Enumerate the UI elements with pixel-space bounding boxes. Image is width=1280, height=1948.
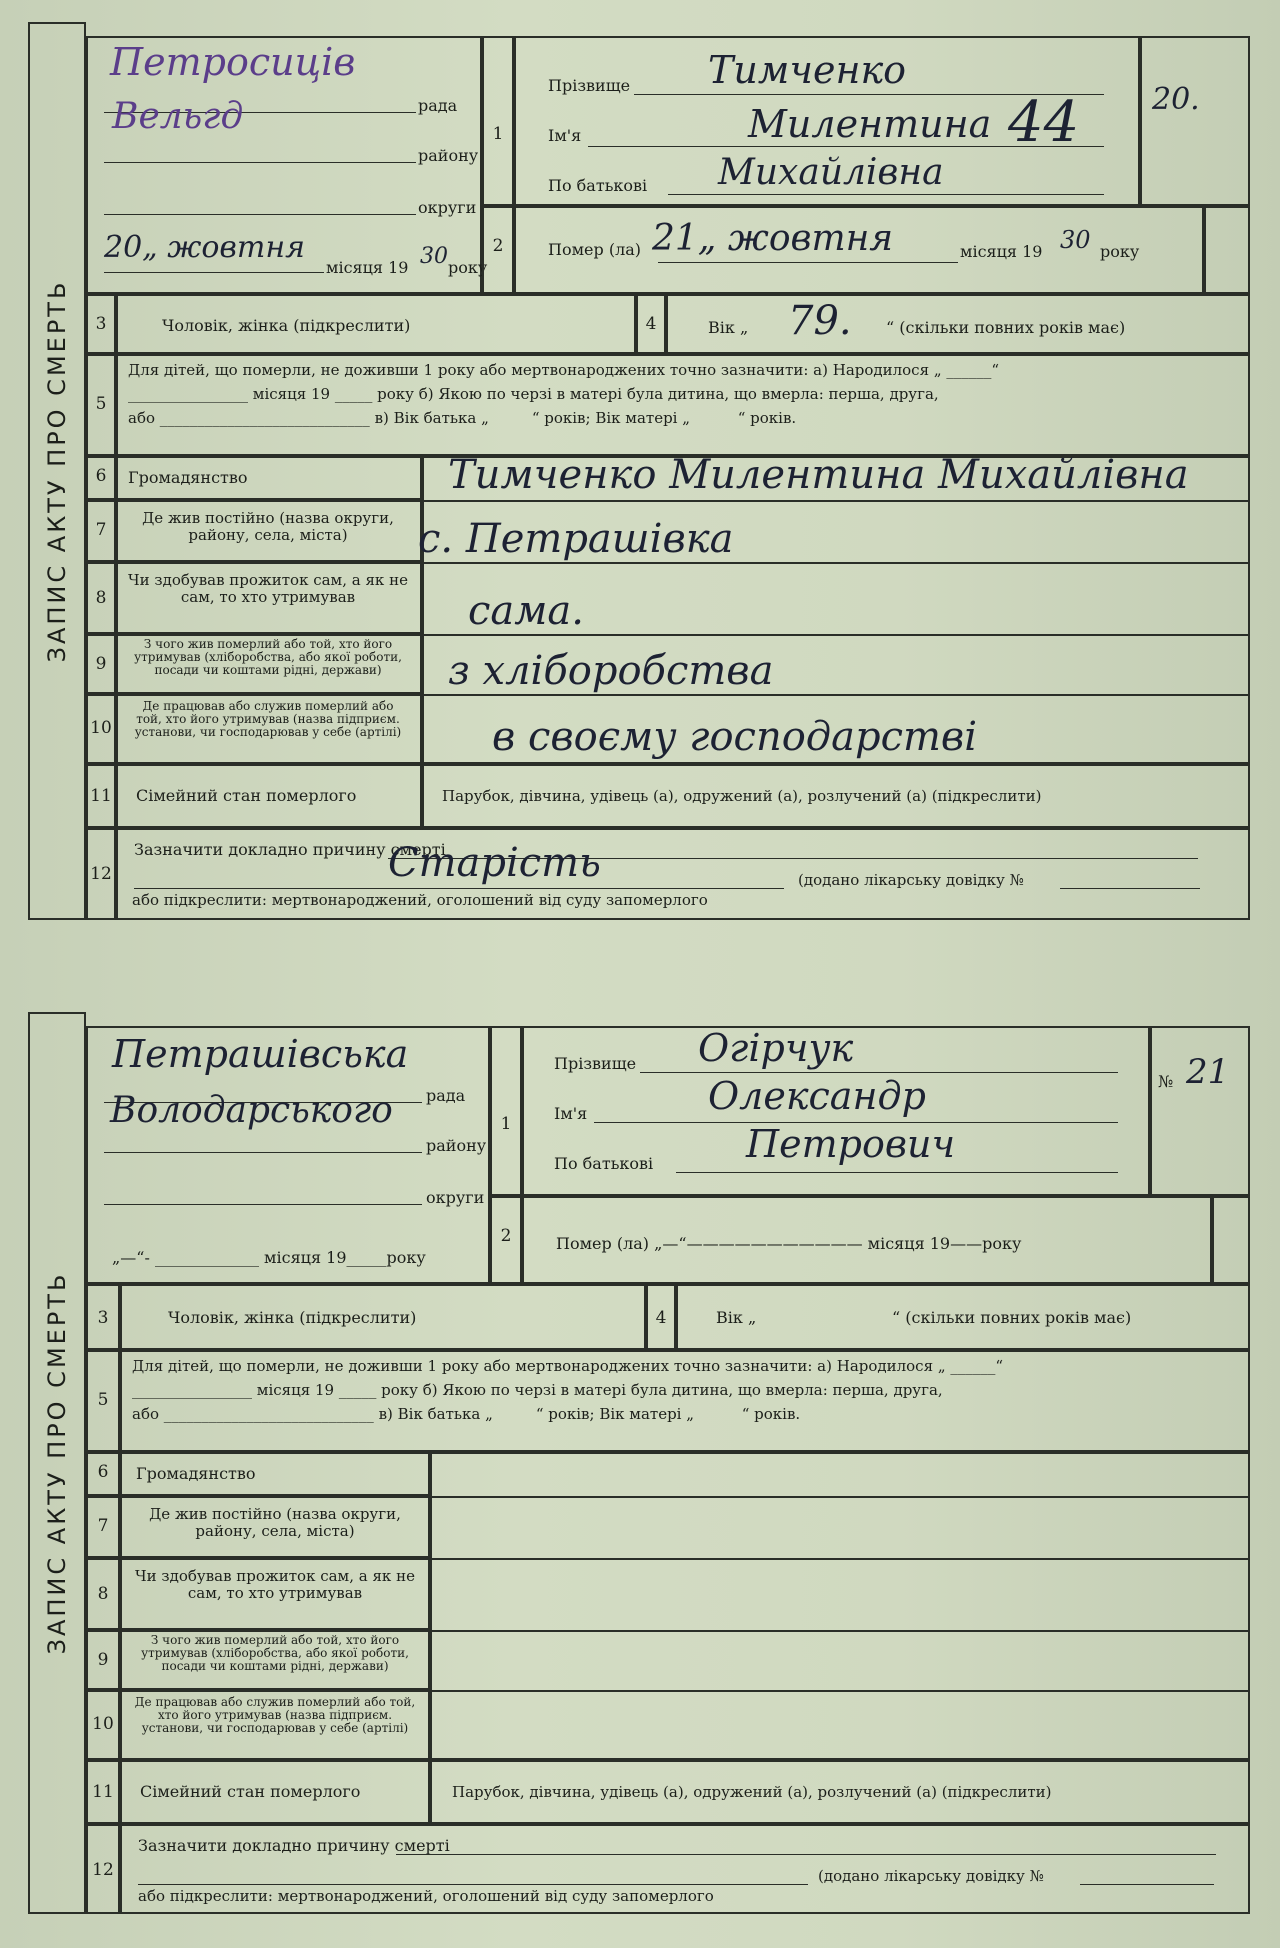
de-pratsiuvav-value: в своєму господарстві	[492, 714, 977, 760]
patronymic-value-2: Петрович	[746, 1122, 956, 1166]
cholovik-label: Чоловік, жінка (підкреслити)	[162, 316, 411, 335]
row-number-6-b: 6	[97, 1462, 109, 1482]
row-number-3-b: 3	[97, 1308, 109, 1328]
record-number: 20.	[1152, 82, 1200, 117]
raion-value-2: Володарського	[110, 1090, 393, 1131]
record-number-box	[1140, 36, 1250, 206]
row-number-7: 7	[95, 520, 107, 540]
row-number-5-b: 5	[97, 1390, 109, 1410]
cholovik-label-2: Чоловік, жінка (підкреслити)	[168, 1308, 417, 1327]
rada-label-2: рада	[426, 1086, 466, 1105]
name-label: Ім'я	[548, 126, 582, 145]
name-label-2: Ім'я	[554, 1104, 588, 1123]
row-number-11: 11	[90, 786, 112, 806]
side-title-box	[28, 22, 86, 920]
de-zhyv-label: Де жив постійно (назва округи, району, села, міста)	[142, 509, 394, 544]
simeinyi-label: Сімейний стан померлого	[136, 786, 357, 805]
dodano-label-2: (додано лікарську довідку №	[818, 1867, 1044, 1885]
dodano-label: (додано лікарську довідку №	[798, 871, 1024, 889]
z-choho-label: З чого жив померлий або той, хто його утримував (хліборобства, або якої роботи, посади чи коштами рідні, держави)	[134, 637, 402, 677]
death-misiatsia-label: місяця 19	[960, 242, 1043, 261]
children-line-2: ________________ місяця 19 _____ року б) Якою по черзі в матері була дитина, що вмерла: перша, друга,	[128, 385, 939, 403]
children-line-3-b: або ____________________________ в) Вік батька „ “ років; Вік матері „ “ років.	[132, 1405, 801, 1423]
row-number-8-b: 8	[97, 1584, 109, 1604]
vik-suffix: “ (скільки повних років має)	[886, 318, 1126, 337]
z-choho-label-2: З чого жив померлий або той, хто його утримував (хліборобства, або якої роботи, посади чи коштами рідні, держави)	[141, 1633, 409, 1673]
death-record-form-2	[28, 1012, 1250, 1914]
death-year: 30	[1060, 226, 1091, 254]
hromadianstvo-value: Тимченко Милентина Михайлівна	[448, 452, 1189, 498]
name-value: Милентина	[748, 102, 992, 146]
simeinyi-options: Парубок, дівчина, удівець (а), одружений (а), розлучений (а) (підкреслити)	[442, 787, 1042, 805]
okruhy-label-2: округи	[426, 1188, 485, 1207]
row-number-7-b: 7	[97, 1516, 109, 1536]
pomer-label: Помер (ла)	[548, 240, 642, 259]
vik-label: Вік „	[708, 318, 749, 337]
row-number-1-b: 1	[500, 1114, 512, 1134]
nomer-label-2: №	[1158, 1072, 1174, 1091]
patronymic-label-2: По батькові	[554, 1154, 654, 1173]
age-value: 79.	[788, 298, 852, 344]
cause-value: Старість	[388, 840, 601, 886]
roku-label: року	[448, 258, 488, 277]
row-number-3: 3	[95, 314, 107, 334]
children-line-1-b: Для дітей, що померли, не доживши 1 року або мертвонароджених точно зазначити: а) Народилося „ ______“	[132, 1357, 1004, 1375]
side-title-2: ЗАПИС АКТУ ПРО СМЕРТЬ	[43, 1271, 71, 1655]
row-number-12-b: 12	[92, 1860, 114, 1880]
de-pratsiuvav-label-2: Де працював або служив померлий або той, хто його утримував (назва підприєм. установи, чи господарював у себе (артілі)	[134, 1695, 416, 1735]
abo-pidkreslyty-label: або підкреслити: мертвонароджений, оголошений від суду запомерлого	[132, 891, 708, 909]
z-choho-value: з хліборобства	[448, 648, 774, 694]
rada-label: рада	[418, 96, 458, 115]
rada-value-2: Петрашівська	[112, 1032, 409, 1076]
row-number-11-b: 11	[92, 1782, 114, 1802]
row-number-9-b: 9	[97, 1650, 109, 1670]
row-number-1: 1	[492, 124, 504, 144]
row-number-4-b: 4	[655, 1308, 667, 1328]
prychyna-label: Зазначити докладно причину смерті	[134, 840, 446, 859]
row-number-5: 5	[95, 394, 107, 414]
de-zhyv-value: с. Петрашівка	[418, 516, 734, 562]
prychyna-label-2: Зазначити докладно причину смерті	[138, 1836, 450, 1855]
children-line-2-b: ________________ місяця 19 _____ року б) Якою по черзі в матері була дитина, що вмерла: перша, друга,	[132, 1381, 943, 1399]
name-value-2: Олександр	[708, 1074, 926, 1118]
record-number-2: 21	[1186, 1052, 1230, 1092]
simeinyi-options-2: Парубок, дівчина, удівець (а), одружений (а), розлучений (а) (підкреслити)	[452, 1783, 1052, 1801]
row-number-8: 8	[95, 588, 107, 608]
row-number-10: 10	[90, 718, 112, 738]
raion-value: Вельгд	[112, 96, 244, 137]
patronymic-label: По батькові	[548, 176, 648, 195]
margin-mark: 44	[1008, 90, 1080, 155]
chy-zdobuvav-label-2: Чи здобував прожиток сам, а як не сам, то хто утримував	[135, 1567, 415, 1602]
row-number-10-b: 10	[92, 1714, 114, 1734]
surname-value-2: Огірчук	[698, 1026, 854, 1070]
record-date-2: „—“- _____________ місяця 19_____року	[112, 1248, 426, 1267]
death-date-value: 21„ жовтня	[652, 218, 894, 259]
raionu-label-2: району	[426, 1136, 487, 1155]
death-record-form-1	[28, 22, 1250, 920]
surname-label: Прізвище	[548, 76, 631, 95]
children-line-1: Для дітей, що померли, не доживши 1 року або мертвонароджених точно зазначити: а) Народилося „ ______“	[128, 361, 1000, 379]
okruhy-label: округи	[418, 198, 477, 217]
side-title: ЗАПИС АКТУ ПРО СМЕРТЬ	[43, 279, 71, 663]
hromadianstvo-label: Громадянство	[128, 468, 248, 487]
de-zhyv-label-2: Де жив постійно (назва округи, району, села, міста)	[149, 1505, 401, 1540]
patronymic-value: Михайлівна	[718, 152, 944, 193]
simeinyi-label-2: Сімейний стан померлого	[140, 1782, 361, 1801]
answers-block-2	[430, 1452, 1250, 1760]
hromadianstvo-label-2: Громадянство	[136, 1464, 256, 1483]
record-date-day: 20„ жовтня	[104, 230, 305, 265]
vik-suffix-2: “ (скільки повних років має)	[892, 1308, 1132, 1327]
surname-label-2: Прізвище	[554, 1054, 637, 1073]
rada-value: Петросиців	[110, 40, 356, 84]
chy-zdobuvav-value: сама.	[468, 588, 584, 634]
abo-pidkreslyty-label-2: або підкреслити: мертвонароджений, оголошений від суду запомерлого	[138, 1887, 714, 1905]
row-number-2-b: 2	[500, 1226, 512, 1246]
row-number-9: 9	[95, 654, 107, 674]
row-number-4: 4	[645, 314, 657, 334]
row-number-12: 12	[90, 864, 112, 884]
side-title-box-2	[28, 1012, 86, 1914]
children-line-3: або ____________________________ в) Вік батька „ “ років; Вік матері „ “ років.	[128, 409, 797, 427]
de-pratsiuvav-label: Де працював або служив померлий або той, хто його утримував (назва підприєм. установи, чи господарював у себе (артілі)	[134, 699, 402, 739]
pomer-line-2: Помер (ла) „—“——————————— місяця 19——року	[556, 1234, 1022, 1253]
surname-value: Тимченко	[708, 48, 907, 92]
row-number-6: 6	[95, 466, 107, 486]
chy-zdobuvav-label: Чи здобував прожиток сам, а як не сам, то хто утримував	[128, 571, 408, 606]
record-year: 30	[420, 244, 448, 269]
raionu-label: району	[418, 146, 479, 165]
death-roku-label: року	[1100, 242, 1140, 261]
row-number-2: 2	[492, 236, 504, 256]
vik-label-2: Вік „	[716, 1308, 757, 1327]
misiatsia-label: місяця 19	[326, 258, 409, 277]
